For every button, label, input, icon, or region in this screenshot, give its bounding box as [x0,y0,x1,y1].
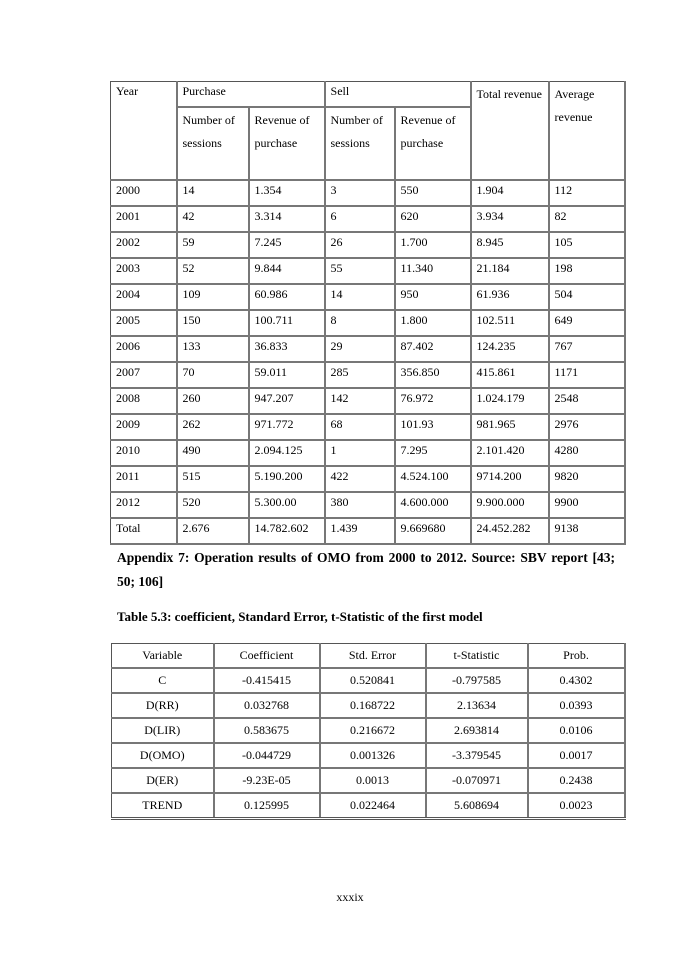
header-coefficient: Coefficient [214,644,320,669]
cell-s-revenue: 7.295 [395,440,471,466]
header-purchase-sessions: Number of sessions [177,107,249,180]
cell-t-statistic: 2.13634 [426,693,528,718]
header-sell-revenue: Revenue of purchase [395,107,471,180]
header-total-revenue: Total revenue [471,82,549,181]
cell-p-sessions: 59 [177,232,249,258]
table-row [111,284,625,310]
header-year: Year [111,82,177,181]
header-sell-sessions: Number of sessions [325,107,395,180]
cell-s-sessions: 1 [325,440,395,466]
cell-avg: 4280 [549,440,625,466]
cell-prob: 0.4302 [528,668,625,693]
cell-avg: 112 [549,180,625,206]
cell-std-error: 0.216672 [320,718,426,743]
cell-year: 2004 [111,284,177,310]
table-row [112,743,625,768]
cell-s-revenue: 4.600.000 [395,492,471,518]
table-row [111,310,625,336]
cell-total: 124.235 [471,336,549,362]
cell-avg: 2976 [549,414,625,440]
cell-year: 2000 [111,180,177,206]
cell-year: 2007 [111,362,177,388]
header-variable: Variable [112,644,214,669]
cell-coefficient: 0.125995 [214,793,320,819]
cell-avg: 767 [549,336,625,362]
cell-p-revenue: 2.094.125 [249,440,325,466]
table-row [112,693,625,718]
cell-p-sessions: 14 [177,180,249,206]
cell-avg: 504 [549,284,625,310]
cell-p-sessions: 70 [177,362,249,388]
cell-variable: D(OMO) [112,743,214,768]
cell-year: 2002 [111,232,177,258]
cell-prob: 0.2438 [528,768,625,793]
cell-s-revenue: 101.93 [395,414,471,440]
cell-s-revenue: 356.850 [395,362,471,388]
cell-variable: C [112,668,214,693]
cell-year: 2012 [111,492,177,518]
cell-total: 9714.200 [471,466,549,492]
header-t-statistic: t-Statistic [426,644,528,669]
cell-avg: 9138 [549,518,625,544]
cell-s-revenue: 620 [395,206,471,232]
cell-avg: 9900 [549,492,625,518]
header-average-revenue: Average revenue [549,82,625,181]
cell-p-sessions: 150 [177,310,249,336]
cell-p-revenue: 14.782.602 [249,518,325,544]
cell-total: 1.904 [471,180,549,206]
cell-s-sessions: 3 [325,180,395,206]
cell-s-sessions: 422 [325,466,395,492]
cell-avg: 82 [549,206,625,232]
cell-year: 2008 [111,388,177,414]
table-row [111,258,625,284]
cell-total: 2.101.420 [471,440,549,466]
cell-p-revenue: 60.986 [249,284,325,310]
cell-t-statistic: -0.797585 [426,668,528,693]
cell-avg: 105 [549,232,625,258]
header-purchase: Purchase [177,82,325,108]
table-row [112,668,625,693]
cell-s-revenue: 87.402 [395,336,471,362]
table-row [112,793,625,819]
cell-avg: 2548 [549,388,625,414]
cell-p-sessions: 490 [177,440,249,466]
cell-p-sessions: 262 [177,414,249,440]
cell-p-sessions: 515 [177,466,249,492]
cell-s-revenue: 1.800 [395,310,471,336]
cell-total: 3.934 [471,206,549,232]
cell-p-revenue: 971.772 [249,414,325,440]
cell-year: 2001 [111,206,177,232]
cell-coefficient: -9.23E-05 [214,768,320,793]
page-number: xxxix [336,890,364,904]
cell-avg: 9820 [549,466,625,492]
model-table-title: Table 5.3: coefficient, Standard Error, t-Statistic of the first model [117,609,483,624]
appendix-caption: Appendix 7: Operation results of OMO from 2000 to 2012. Source: SBV report [43; 50; 106] [117,550,615,589]
cell-prob: 0.0393 [528,693,625,718]
header-purchase-revenue: Revenue of purchase [249,107,325,180]
table-row [111,232,625,258]
cell-total: 9.900.000 [471,492,549,518]
cell-s-sessions: 55 [325,258,395,284]
cell-p-revenue: 947.207 [249,388,325,414]
table-row [111,518,625,544]
cell-p-revenue: 59.011 [249,362,325,388]
table-row [111,180,625,206]
cell-variable: D(RR) [112,693,214,718]
table-row [111,414,625,440]
cell-p-revenue: 100.711 [249,310,325,336]
cell-year: 2009 [111,414,177,440]
cell-avg: 198 [549,258,625,284]
cell-total: 8.945 [471,232,549,258]
cell-s-sessions: 8 [325,310,395,336]
cell-p-sessions: 133 [177,336,249,362]
header-std-error: Std. Error [320,644,426,669]
cell-prob: 0.0017 [528,743,625,768]
cell-coefficient: -0.415415 [214,668,320,693]
model-coefficients-table [111,643,626,820]
cell-total: 102.511 [471,310,549,336]
cell-p-sessions: 52 [177,258,249,284]
table-row [111,440,625,466]
table-row [112,718,625,743]
cell-p-revenue: 9.844 [249,258,325,284]
cell-std-error: 0.0013 [320,768,426,793]
header-sell: Sell [325,82,471,108]
table-row [111,336,625,362]
cell-std-error: 0.520841 [320,668,426,693]
cell-s-sessions: 380 [325,492,395,518]
cell-variable: TREND [112,793,214,819]
cell-coefficient: 0.583675 [214,718,320,743]
cell-year: 2005 [111,310,177,336]
cell-coefficient: 0.032768 [214,693,320,718]
table-row [112,768,625,793]
cell-total: 24.452.282 [471,518,549,544]
cell-avg: 649 [549,310,625,336]
table-row [111,206,625,232]
cell-s-sessions: 29 [325,336,395,362]
cell-t-statistic: -0.070971 [426,768,528,793]
cell-s-sessions: 26 [325,232,395,258]
cell-p-sessions: 520 [177,492,249,518]
cell-s-revenue: 4.524.100 [395,466,471,492]
cell-s-sessions: 1.439 [325,518,395,544]
cell-p-sessions: 42 [177,206,249,232]
cell-total: 981.965 [471,414,549,440]
cell-s-revenue: 1.700 [395,232,471,258]
table-row [111,492,625,518]
cell-avg: 1171 [549,362,625,388]
cell-prob: 0.0106 [528,718,625,743]
cell-t-statistic: -3.379545 [426,743,528,768]
cell-s-revenue: 950 [395,284,471,310]
cell-s-sessions: 68 [325,414,395,440]
cell-t-statistic: 5.608694 [426,793,528,819]
cell-year: Total [111,518,177,544]
table-row [111,362,625,388]
cell-p-revenue: 5.300.00 [249,492,325,518]
cell-s-revenue: 550 [395,180,471,206]
table-row [111,466,625,492]
table-row [111,388,625,414]
cell-year: 2003 [111,258,177,284]
cell-p-revenue: 3.314 [249,206,325,232]
cell-p-sessions: 260 [177,388,249,414]
cell-s-revenue: 11.340 [395,258,471,284]
cell-s-sessions: 6 [325,206,395,232]
cell-s-sessions: 142 [325,388,395,414]
cell-std-error: 0.168722 [320,693,426,718]
cell-variable: D(ER) [112,768,214,793]
cell-s-revenue: 76.972 [395,388,471,414]
cell-total: 21.184 [471,258,549,284]
cell-variable: D(LIR) [112,718,214,743]
cell-s-sessions: 14 [325,284,395,310]
cell-total: 61.936 [471,284,549,310]
cell-s-sessions: 285 [325,362,395,388]
cell-p-revenue: 5.190.200 [249,466,325,492]
cell-p-sessions: 2.676 [177,518,249,544]
cell-coefficient: -0.044729 [214,743,320,768]
cell-p-sessions: 109 [177,284,249,310]
cell-p-revenue: 7.245 [249,232,325,258]
cell-std-error: 0.001326 [320,743,426,768]
cell-std-error: 0.022464 [320,793,426,819]
omo-results-table [110,81,626,545]
cell-p-revenue: 36.833 [249,336,325,362]
cell-prob: 0.0023 [528,793,625,819]
cell-total: 415.861 [471,362,549,388]
header-prob: Prob. [528,644,625,669]
cell-year: 2010 [111,440,177,466]
cell-p-revenue: 1.354 [249,180,325,206]
cell-s-revenue: 9.669680 [395,518,471,544]
cell-total: 1.024.179 [471,388,549,414]
cell-year: 2006 [111,336,177,362]
cell-t-statistic: 2.693814 [426,718,528,743]
cell-year: 2011 [111,466,177,492]
